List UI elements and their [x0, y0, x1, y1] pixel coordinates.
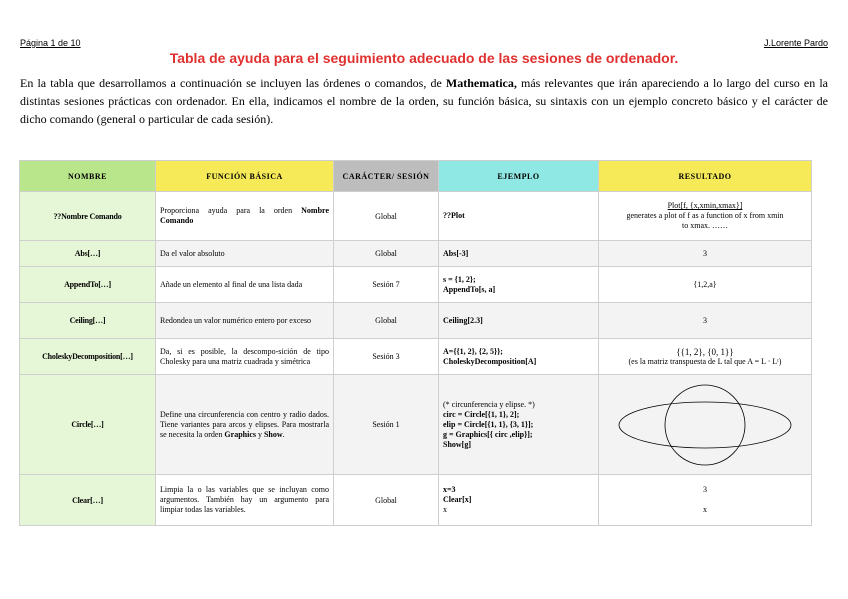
- command-function: [156, 192, 334, 241]
- command-example: [439, 303, 599, 339]
- command-result: [599, 375, 812, 475]
- table-row: [20, 475, 812, 526]
- result-line: {{1, 2}, {0, 1}}: [676, 346, 734, 357]
- command-function: Redondea un valor numérico entero por exceso: [156, 303, 334, 339]
- function-text: .: [282, 429, 285, 439]
- command-result: [599, 241, 812, 267]
- command-name: Ceiling[…]: [20, 303, 156, 339]
- command-example: [439, 267, 599, 303]
- header-ejemplo: EJEMPLO: [439, 161, 599, 192]
- function-text: y: [255, 429, 264, 439]
- table-row: [20, 267, 812, 303]
- command-example: [439, 241, 599, 267]
- result-line: {1,2,a}: [693, 279, 717, 289]
- command-name: Clear[…]: [20, 475, 156, 526]
- intro-paragraph: [20, 74, 828, 128]
- commands-table: [19, 160, 812, 526]
- result-line: 3: [703, 248, 707, 258]
- command-function: Limpia la o las variables que se incluyan como argumentos. También hay un argumento para limpiar todas las variables.: [156, 475, 334, 526]
- result-line: (es la matriz transpuesta de L tal que A = L · Lᵗ): [628, 356, 782, 366]
- table-header-row: [20, 161, 812, 192]
- table-row: [20, 375, 812, 475]
- function-bold: Graphics: [224, 429, 256, 439]
- command-scope: Global: [334, 303, 439, 339]
- example-line: Clear[x]: [443, 495, 472, 504]
- command-name: Abs[…]: [20, 241, 156, 267]
- circle-ellipse-graphic: [616, 383, 794, 467]
- command-example: [439, 475, 599, 526]
- intro-text-1: En la tabla que desarrollamos a continuación se incluyen las órdenes o comandos, de: [20, 76, 446, 90]
- example-line: AppendTo[s, a]: [443, 284, 496, 294]
- command-result: [599, 339, 812, 375]
- document-title: Tabla de ayuda para el seguimiento adecuado de las sesiones de ordenador.: [169, 50, 679, 66]
- command-result: [599, 192, 812, 241]
- result-line: x: [703, 505, 707, 514]
- command-result: [599, 303, 812, 339]
- command-function: Añade un elemento al final de una lista dada: [156, 267, 334, 303]
- intro-bold-mathematica: Mathematica,: [445, 76, 517, 90]
- example-line: (* circunferencia y elipse. *): [443, 399, 535, 409]
- example-line: x: [443, 505, 447, 514]
- example-line: Ceiling[2.3]: [443, 315, 483, 325]
- table-row: [20, 303, 812, 339]
- table-row: [20, 339, 812, 375]
- command-function: Da el valor absoluto: [156, 241, 334, 267]
- example-line: Abs[-3]: [443, 248, 469, 258]
- command-scope: Sesión 1: [334, 375, 439, 475]
- command-scope: Sesión 7: [334, 267, 439, 303]
- header-resultado: RESULTADO: [599, 161, 812, 192]
- header-funcion-basica: FUNCIÓN BÁSICA: [156, 161, 334, 192]
- example-line: CholeskyDecomposition[A]: [443, 356, 537, 366]
- table-row: [20, 192, 812, 241]
- table-row: [20, 241, 812, 267]
- command-scope: Sesión 3: [334, 339, 439, 375]
- example-line: g = Graphics[{ circ ,elip}];: [443, 429, 533, 439]
- function-text: Proporciona ayuda para la orden: [160, 206, 302, 215]
- command-example: [439, 375, 599, 475]
- command-result: [599, 267, 812, 303]
- example-line: s = {1, 2};: [443, 274, 476, 284]
- command-name: ??Nombre Comando: [20, 192, 156, 241]
- function-bold: Nombre Comando: [160, 206, 329, 225]
- result-line: 3: [703, 315, 707, 325]
- result-line: to xmax. ……: [682, 221, 728, 230]
- example-line: Show[g]: [443, 439, 472, 449]
- command-function: [156, 375, 334, 475]
- header-nombre: NOMBRE: [20, 161, 156, 192]
- command-result: [599, 475, 812, 526]
- command-name: CholeskyDecomposition[…]: [20, 339, 156, 375]
- command-name: AppendTo[…]: [20, 267, 156, 303]
- example-line: circ = Circle[{1, 1}, 2];: [443, 409, 520, 419]
- author-name: J.Lorente Pardo: [763, 38, 828, 48]
- example-line: ??Plot: [443, 211, 465, 220]
- header-caracter-sesion: CARÁCTER/ SESIÓN: [334, 161, 439, 192]
- command-scope: Global: [334, 192, 439, 241]
- command-scope: Global: [334, 241, 439, 267]
- command-scope: Global: [334, 475, 439, 526]
- function-text: Define una circunferencia con centro y radio dados. Tiene variantes para arcos y elipses. Para mostrarla se necesita la orden: [160, 409, 329, 439]
- example-line: elip = Circle[{1, 1}, {3, 1}];: [443, 419, 534, 429]
- example-line: A={{1, 2}, {2, 5}};: [443, 346, 503, 356]
- result-line: 3: [703, 485, 707, 494]
- command-example: [439, 192, 599, 241]
- function-bold: Show: [263, 429, 283, 439]
- result-line: generates a plot of f as a function of x from xmin: [626, 211, 784, 220]
- command-name: Circle[…]: [20, 375, 156, 475]
- example-line: x=3: [443, 485, 456, 494]
- page-number: Página 1 de 10: [20, 38, 81, 48]
- command-example: [439, 339, 599, 375]
- result-line: Plot[f, {x,xmin,xmax}]: [667, 201, 743, 210]
- command-function: Da, si es posible, la descompo-sición de tipo Cholesky para una matriz cuadrada y simétrica: [156, 339, 334, 375]
- intro-text-2: más relevantes que irán apareciendo a lo largo del curso en la distintas sesiones prácticas con ordenador. En ella, indicamos el nombre de la orden, su función básica, su sintaxis con un ejemplo concreto básico y el carácter de dicho comando (general o particular de cada sesión).: [20, 76, 828, 126]
